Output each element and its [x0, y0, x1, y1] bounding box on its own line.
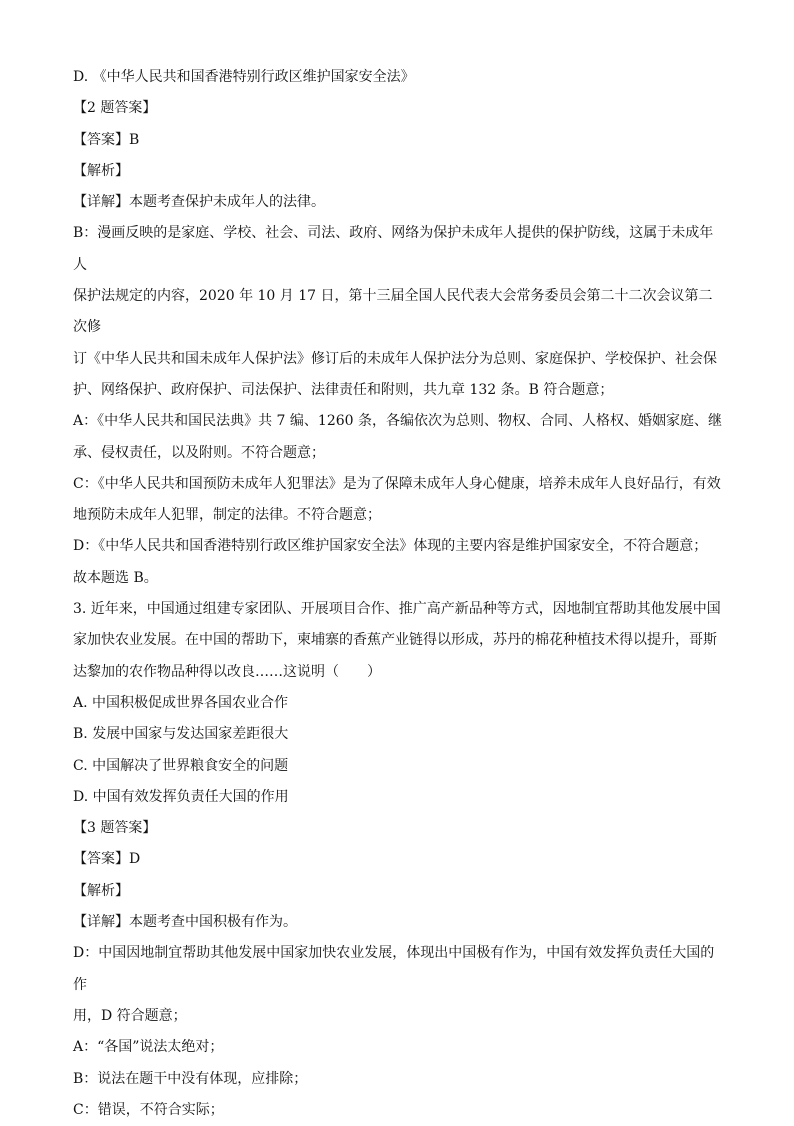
q3-option-b: B. 发展中国家与发达国家差距很大 — [73, 726, 289, 743]
q2-option-d: D. 《中华人民共和国香港特别行政区维护国家安全法》 — [73, 69, 415, 85]
q2-analysis-b: B：漫画反映的是家庭、学校、社会、司法、政府、网络为保护未成年人提供的保护防线，这属于未成年人 保护法规定的内容，2020 年 10 月 17 日，第十三届全国人民代表大会常务委员会第二十二次会议第二次修 订《中华人民共和国未成年人保护法》修订后的未成年人保护法分为总则、家庭保护、学校保护、社会保 护、网络保护、政府保护、司法保护、法律责任和附则，共九章 132 条。B 符合题意； — [73, 225, 717, 398]
q3-stem: 3. 近年来，中国通过组建专家团队、开展项目合作、推广高产新品种等方式，因地制宜帮助其他发展中国 家加快农业发展。在中国的帮助下，柬埔寨的香蕉产业链得以形成，苏丹的棉花种植技术得以提升，哥斯 达黎加的农作物品种得以改良……这说明（ ） — [73, 601, 721, 680]
document-content — [73, 62, 725, 1126]
q2-answer-heading: 【2 题答案】 — [73, 100, 157, 117]
q2-analysis-d: D：《中华人民共和国香港特别行政区维护国家安全法》体现的主要内容是维护国家安全，不符合题意； — [73, 538, 708, 555]
q2-analysis-heading: 【解析】 — [73, 162, 129, 179]
q2-detail: 【详解】本题考查保护未成年人的法律。 — [73, 194, 325, 211]
q3-analysis-d: D：中国因地制宜帮助其他发展中国家加快农业发展，体现出中国极有作为，中国有效发挥负责任大国的作 用，D 符合题意； — [73, 945, 715, 1024]
q3-answer-heading: 【3 题答案】 — [73, 820, 157, 837]
q3-answer: 【答案】D — [73, 851, 141, 868]
q3-analysis-a: A：“各国”说法太绝对； — [73, 1039, 224, 1056]
q3-detail: 【详解】本题考查中国积极有作为。 — [73, 914, 297, 931]
q2-analysis-c: C：《中华人民共和国预防未成年人犯罪法》是为了保障未成年人身心健康，培养未成年人良好品行，有效 地预防未成年人犯罪，制定的法律。不符合题意； — [73, 475, 721, 524]
q3-option-c: C. 中国解决了世界粮食安全的问题 — [73, 757, 289, 774]
q2-analysis-a: A：《中华人民共和国民法典》共 7 编、1260 条，各编依次为总则、物权、合同、人格权、婚姻家庭、继 承、侵权责任，以及附则。不符合题意； — [73, 413, 722, 461]
q2-answer: 【答案】B — [73, 131, 140, 148]
q3-analysis-b: B：说法在题干中没有体现，应排除； — [73, 1070, 308, 1087]
q3-option-d: D. 中国有效发挥负责任大国的作用 — [73, 788, 289, 805]
q3-analysis-heading: 【解析】 — [73, 882, 129, 899]
q2-conclusion: 故本题选 B。 — [73, 569, 158, 586]
q3-option-a: A. 中国积极促成世界各国农业合作 — [73, 694, 289, 711]
q3-analysis-c: C：错误，不符合实际； — [73, 1101, 224, 1118]
